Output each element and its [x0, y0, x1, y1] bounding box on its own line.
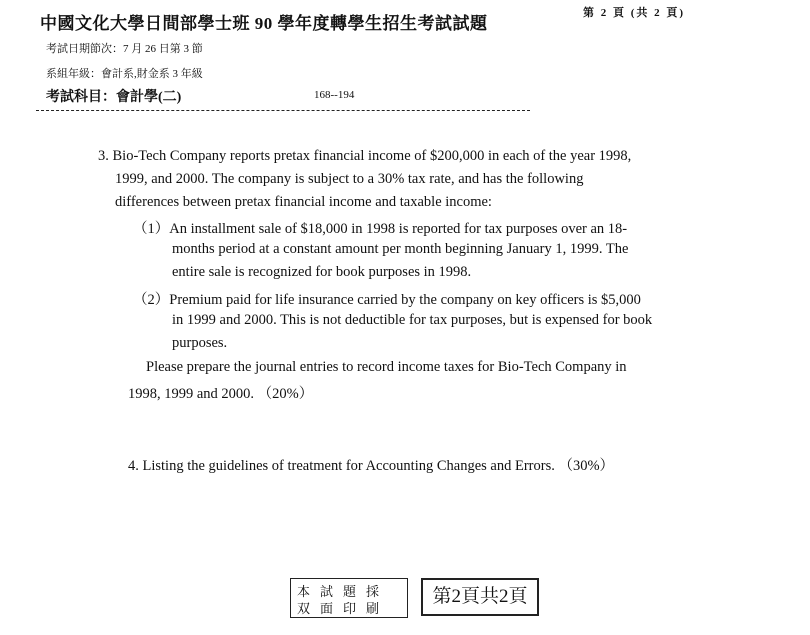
q3-item2-line-1: （2）Premium paid for life insurance carried by the company on key officers is $5,000	[133, 292, 641, 308]
page-indicator: 第 2 頁 (共 2 頁)	[583, 7, 686, 19]
exam-subject: 考試科目：會計學(二)	[46, 90, 182, 105]
exam-title: 中國文化大學日間部學士班 90 學年度轉學生招生考試試題	[40, 14, 488, 33]
q4-line: 4. Listing the guidelines of treatment for Accounting Changes and Errors. （30%）	[128, 458, 615, 474]
duplex-print-stamp	[290, 578, 408, 618]
exam-time: 考試日期節次：7 月 26 日第 3 節	[46, 43, 203, 55]
q3-closing-line-1: Please prepare the journal entries to record income taxes for Bio-Tech Company in	[146, 359, 627, 375]
q3-item2-line-3: purposes.	[172, 335, 228, 351]
department: 系組年級：會計系,財金系 3 年級	[46, 68, 203, 80]
q3-closing-line-2: 1998, 1999 and 2000. （20%）	[128, 386, 314, 402]
q3-line-3: differences between pretax financial income and taxable income:	[115, 194, 492, 210]
q3-line-2: 1999, and 2000. The company is subject to a 30% tax rate, and has the following	[115, 171, 584, 187]
q3-item1-line-1: （1）An installment sale of $18,000 in 1998 is reported for tax purposes over an 18-	[133, 221, 628, 237]
header-divider	[36, 110, 530, 111]
page-badge: 第2頁共2頁	[421, 578, 539, 616]
q3-item1-line-2: months period at a constant amount per month beginning January 1, 1999. The	[172, 241, 629, 257]
stamp-line-1: 本試題採	[297, 584, 390, 599]
q3-line-1: 3. Bio-Tech Company reports pretax financial income of $200,000 in each of the year 1998,	[98, 148, 632, 164]
stamp-line-2: 双面印刷	[297, 601, 390, 616]
q3-item1-line-3: entire sale is recognized for book purposes in 1998.	[172, 264, 472, 280]
exam-code: 168--194	[314, 89, 355, 101]
q3-item2-line-2: in 1999 and 2000. This is not deductible for tax purposes, but is expensed for book	[172, 312, 653, 328]
